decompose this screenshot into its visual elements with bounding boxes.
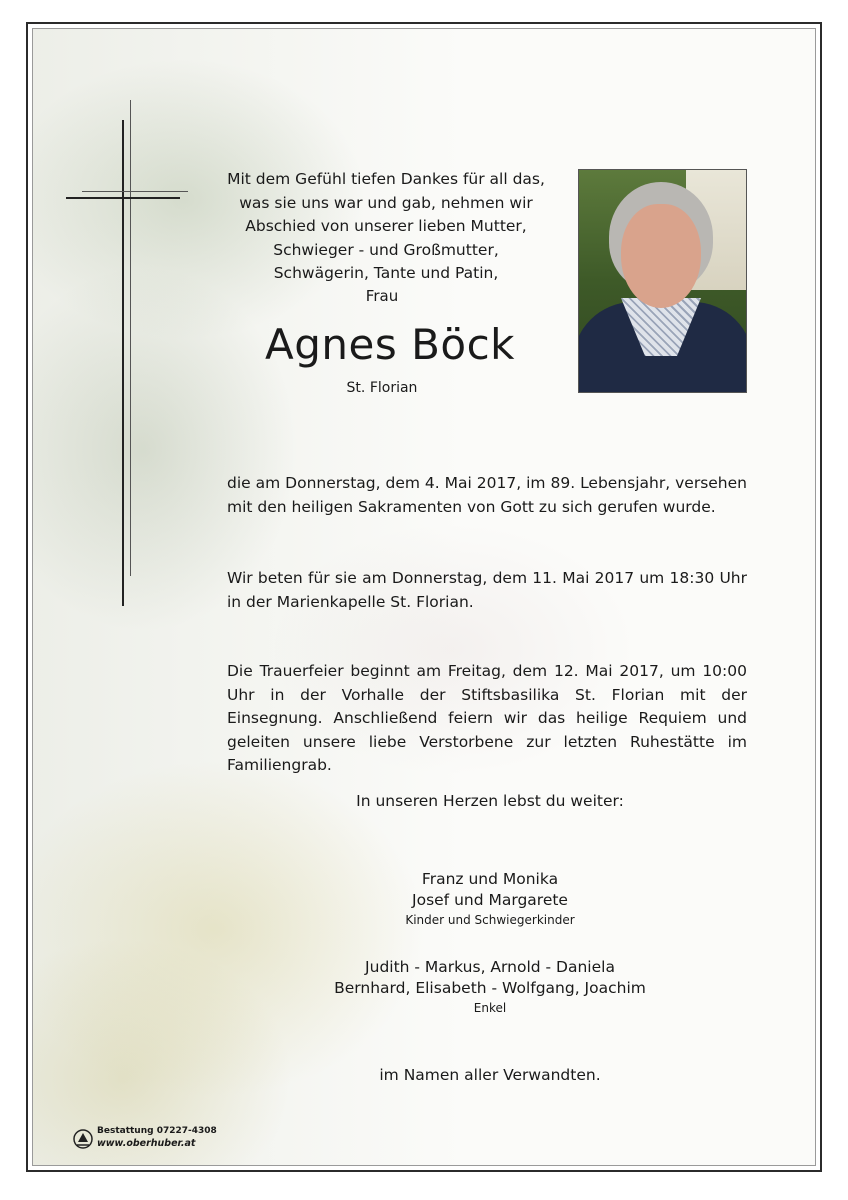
portrait-photo	[578, 169, 747, 393]
mourner-line: Franz und Monika	[421, 870, 559, 888]
relation-label: Kinder und Schwiegerkinder	[405, 913, 575, 927]
cross-vertical-bar	[122, 120, 124, 606]
intro-line: Abschied von unserer lieben Mutter,	[245, 217, 527, 235]
death-notice-paragraph: die am Donnerstag, dem 4. Mai 2017, im 89. Lebensjahr, versehen mit den heiligen Sakramenten von Gott zu sich gerufen wurde.	[227, 474, 747, 516]
relation-label: Enkel	[473, 1001, 507, 1015]
children-group	[340, 869, 640, 929]
mourner-line: Bernhard, Elisabeth - Wolfgang, Joachim	[334, 979, 646, 997]
cross-horizontal-bar	[66, 197, 180, 199]
final-line: im Namen aller Verwandten.	[379, 1066, 601, 1084]
intro-line: Schwägerin, Tante und Patin,	[273, 264, 499, 282]
intro-text	[222, 168, 550, 286]
grandchildren-group	[300, 957, 680, 1017]
cross-vertical-shadow	[130, 100, 131, 576]
mourner-line: Judith - Markus, Arnold - Daniela	[365, 958, 615, 976]
cross-horizontal-shadow	[82, 191, 188, 192]
mourner-line: Josef und Margarete	[412, 891, 568, 909]
prayer-paragraph: Wir beten für sie am Donnerstag, dem 11. Mai 2017 um 18:30 Uhr in der Marienkapelle St. Florian.	[227, 569, 747, 611]
deceased-place: St. Florian	[346, 380, 418, 396]
footer-website: www.oberhuber.at	[97, 1138, 196, 1149]
intro-line: Mit dem Gefühl tiefen Dankes für all das,	[227, 170, 545, 188]
intro-line: was sie uns war und gab, nehmen wir	[239, 193, 533, 212]
deceased-name: Agnes Böck	[264, 320, 515, 369]
salutation: Frau	[365, 287, 399, 305]
funeral-home-footer	[72, 1126, 217, 1154]
funeral-paragraph: Die Trauerfeier beginnt am Freitag, dem 12. Mai 2017, um 10:00 Uhr in der Vorhalle der Stiftsbasilika St. Florian mit der Einsegnung. Anschließend feiern wir das heilige Requiem und geleiten unsere liebe Verstorbene zur letzten Ruhestätte im Familiengrab.	[227, 662, 747, 774]
intro-line: Schwieger - und Großmutter,	[273, 240, 499, 259]
footer-phone: Bestattung 07227-4308	[97, 1126, 217, 1136]
funeral-home-logo-icon	[72, 1128, 94, 1150]
closing-line: In unseren Herzen lebst du weiter:	[356, 792, 624, 810]
